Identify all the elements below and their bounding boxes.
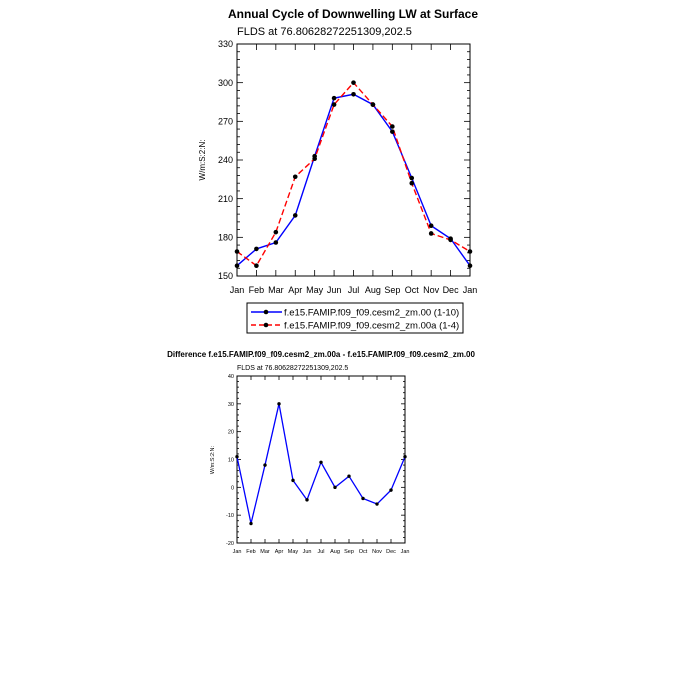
chart1-series-2-point bbox=[448, 238, 453, 243]
chart2-series-1-point bbox=[277, 402, 280, 405]
chart1-xtick-label: Apr bbox=[288, 285, 303, 295]
chart1-ytick-label: 330 bbox=[217, 39, 233, 50]
chart2-series-1-point bbox=[235, 455, 238, 458]
chart1-xtick-label: Dec bbox=[442, 285, 459, 295]
chart1-series-2-point bbox=[293, 174, 298, 179]
chart1-series-2-point bbox=[351, 80, 356, 85]
chart1-series-1-point bbox=[254, 247, 259, 252]
chart1-frame bbox=[237, 44, 470, 276]
chart1-series-2-point bbox=[332, 102, 337, 107]
chart2-series-1-point bbox=[403, 455, 406, 458]
chart1-ytick-label: 210 bbox=[217, 193, 233, 204]
chart2-xtick-label: Apr bbox=[274, 549, 284, 555]
chart2-xtick-label: Jun bbox=[302, 549, 312, 555]
chart1-ytick-label: 180 bbox=[217, 232, 233, 243]
chart2-series-1-point bbox=[291, 479, 294, 482]
chart2-ytick-label: -20 bbox=[226, 540, 234, 547]
chart2-xtick-label: Mar bbox=[260, 549, 270, 555]
chart2-xtick-label: Oct bbox=[358, 549, 368, 555]
chart1-xtick-label: Jan bbox=[229, 285, 245, 295]
chart2-series-1-point bbox=[375, 502, 378, 505]
chart2-ytick-label: 30 bbox=[227, 401, 234, 408]
chart2-xtick-label: Jul bbox=[317, 549, 325, 555]
chart2-ytick-label: 20 bbox=[227, 429, 234, 436]
chart1-series-2-point bbox=[274, 230, 279, 235]
legend-label-series-2: f.e15.FAMIP.f09_f09.cesm2_zm.00a (1-4) bbox=[284, 320, 460, 332]
chart1-series-1-point bbox=[429, 223, 434, 228]
chart2-series-1-point bbox=[361, 497, 364, 500]
chart1-xtick-label: Sep bbox=[384, 285, 401, 295]
chart1-series-1-point bbox=[235, 263, 240, 268]
chart1-series-2-point bbox=[312, 156, 317, 161]
chart1-series-2-point bbox=[254, 263, 259, 268]
chart2-series-1-point bbox=[263, 463, 266, 466]
chart2-series-1-point bbox=[389, 488, 392, 491]
chart2-series-1-point bbox=[305, 498, 308, 501]
chart1-xtick-label: Jan bbox=[462, 285, 478, 295]
chart1-series-2-point bbox=[429, 231, 434, 236]
chart2-xtick-label: Aug bbox=[330, 549, 340, 555]
chart1-xtick-label: Mar bbox=[268, 285, 284, 295]
chart2-xtick-label: Nov bbox=[372, 549, 382, 555]
chart1-xtick-label: Jun bbox=[326, 285, 342, 295]
chart2-xtick-label: Jan bbox=[400, 549, 410, 555]
chart1-xtick-label: Jul bbox=[347, 285, 360, 295]
chart1-xtick-label: Aug bbox=[364, 285, 381, 295]
chart1-series-2-point bbox=[390, 124, 395, 129]
chart2-xtick-label: Dec bbox=[386, 549, 396, 555]
chart1-plot-area bbox=[218, 39, 477, 295]
chart1-xtick-label: Oct bbox=[404, 285, 419, 295]
chart1-ytick-label: 240 bbox=[217, 155, 233, 166]
chart2-xtick-label: May bbox=[287, 549, 299, 555]
chart2-subtitle: FLDS at 76.80628272251309,202.5 bbox=[237, 365, 349, 372]
chart2-ytick-label: 40 bbox=[227, 373, 234, 380]
chart2-series-1-point bbox=[333, 486, 336, 489]
chart1-legend bbox=[247, 303, 463, 333]
chart2-title: Difference f.e15.FAMIP.f09_f09.cesm2_zm.00a - f.e15.FAMIP.f09_f09.cesm2_zm.00 bbox=[167, 350, 475, 359]
chart1-ytick-label: 270 bbox=[217, 116, 233, 127]
chart1-series-line-2 bbox=[237, 83, 470, 266]
chart2-xtick-label: Sep bbox=[344, 549, 354, 555]
chart2-ylabel: W/m:S:2:N: bbox=[210, 445, 216, 475]
chart2-ytick-label: -10 bbox=[226, 513, 234, 520]
annual-cycle-chart bbox=[198, 7, 478, 333]
chart1-subtitle: FLDS at 76.80628272251309,202.5 bbox=[237, 26, 412, 38]
chart1-xtick-label: May bbox=[306, 285, 324, 295]
chart1-xtick-label: Feb bbox=[248, 285, 265, 295]
chart2-series-1-point bbox=[319, 461, 322, 464]
legend-label-series-1: f.e15.FAMIP.f09_f09.cesm2_zm.00 (1-10) bbox=[284, 307, 460, 319]
chart1-series-1-point bbox=[332, 96, 337, 101]
legend-marker-series-2 bbox=[264, 323, 269, 328]
legend-marker-series-1 bbox=[264, 310, 269, 315]
chart2-xtick-label: Jan bbox=[232, 549, 242, 555]
chart1-series-2-point bbox=[468, 249, 473, 254]
chart1-xtick-label: Nov bbox=[423, 285, 440, 295]
chart2-ytick-label: 10 bbox=[227, 457, 234, 464]
chart1-ytick-label: 300 bbox=[217, 77, 233, 88]
chart1-ytick-label: 150 bbox=[217, 271, 233, 282]
chart1-series-1-point bbox=[409, 176, 414, 181]
chart1-series-2-point bbox=[371, 102, 376, 107]
chart2-xtick-label: Feb bbox=[246, 549, 256, 555]
chart1-title: Annual Cycle of Downwelling LW at Surface bbox=[227, 7, 479, 21]
chart2-series-1-point bbox=[249, 522, 252, 525]
chart1-series-1-point bbox=[293, 213, 298, 218]
chart1-series-1-point bbox=[351, 92, 356, 97]
chart2-frame bbox=[237, 376, 405, 543]
chart2-series-1-point bbox=[347, 475, 350, 478]
chart2-ytick-label: 0 bbox=[230, 485, 234, 492]
chart1-series-1-point bbox=[468, 263, 473, 268]
chart1-series-1-point bbox=[274, 240, 279, 245]
chart1-ylabel: W/m:S:2:N: bbox=[198, 139, 207, 181]
chart1-series-2-point bbox=[235, 249, 240, 254]
chart1-series-1-point bbox=[390, 129, 395, 134]
chart1-series-2-point bbox=[409, 181, 414, 186]
difference-chart bbox=[167, 350, 475, 555]
chart2-plot-area bbox=[226, 374, 409, 555]
